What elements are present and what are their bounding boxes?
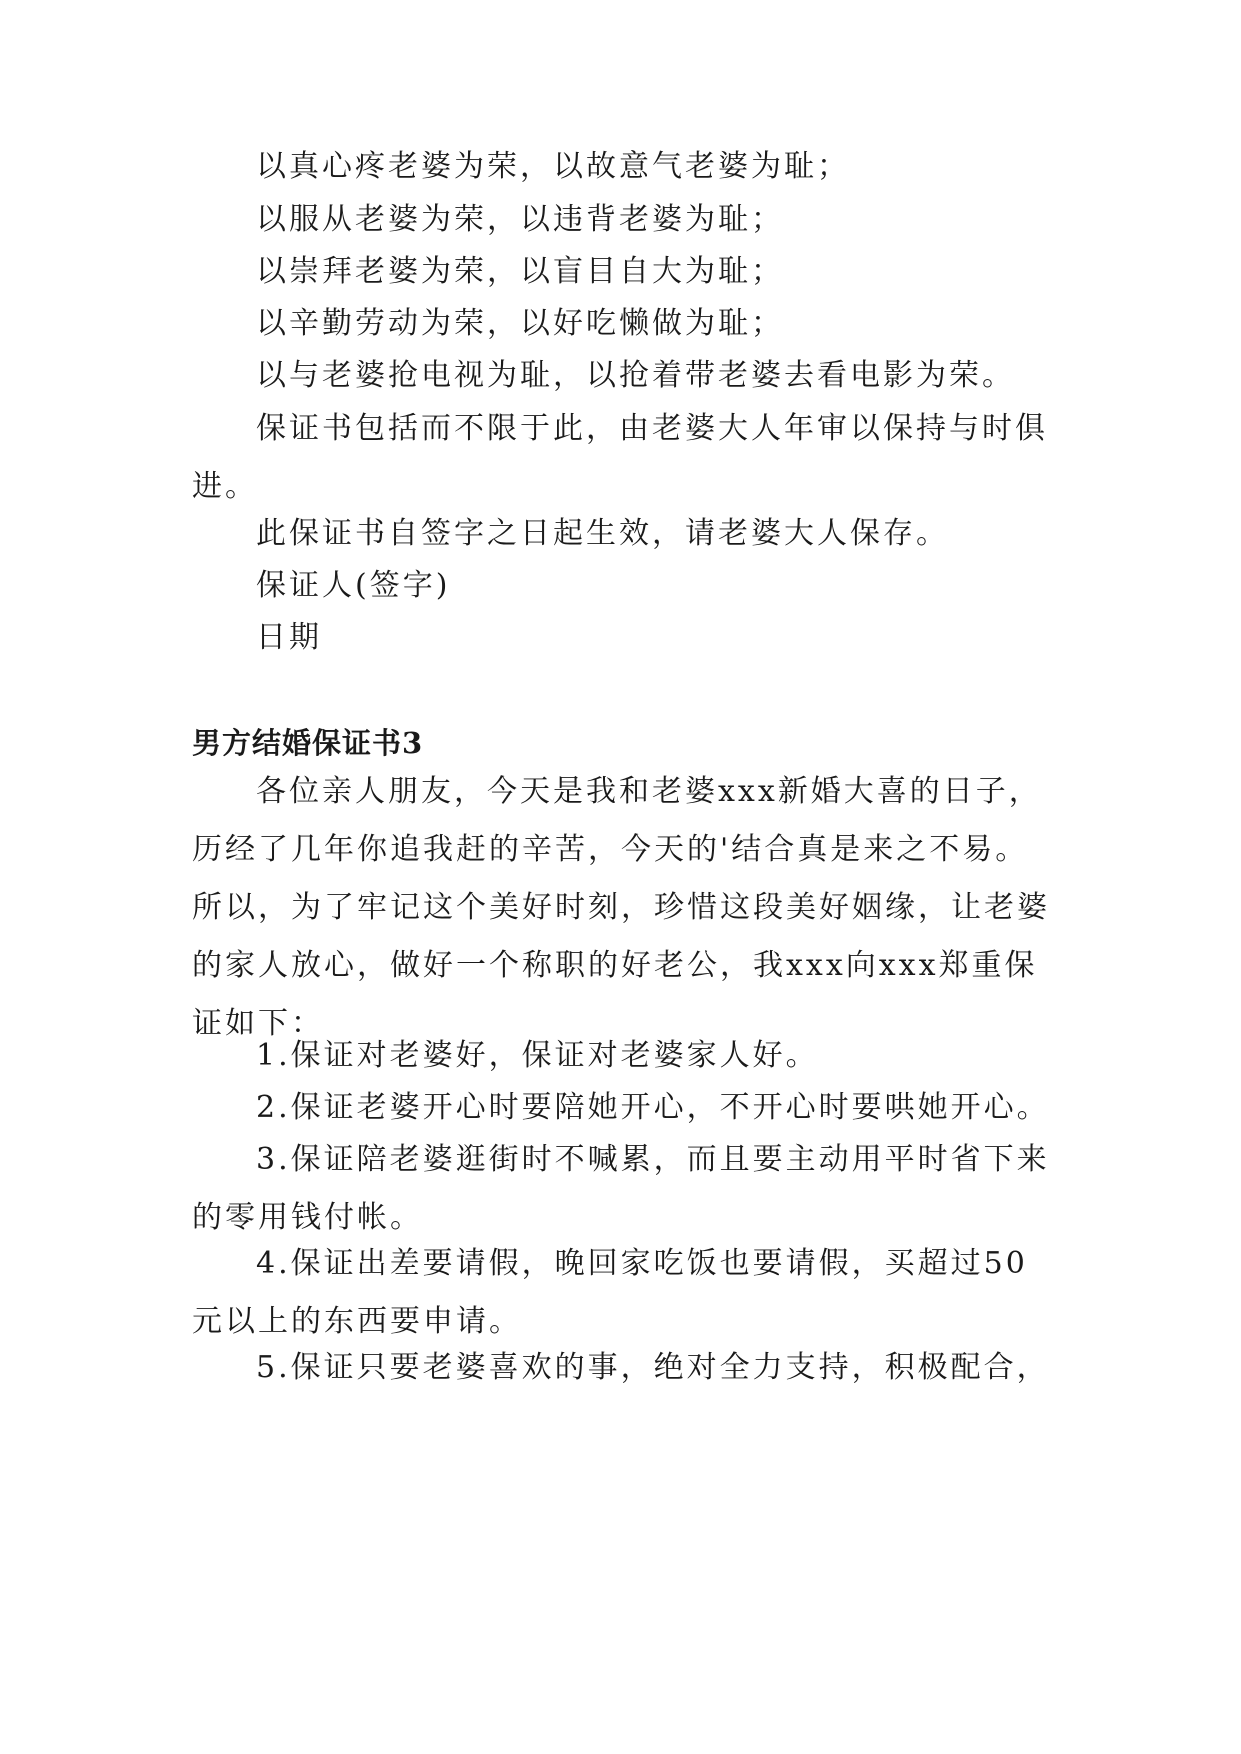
promise-item-1: 1.保证对老婆好，保证对老婆家人好。 — [256, 1038, 819, 1073]
promise-item-4: 4.保证出差要请假，晚回家吃饭也要请假，买超过50元以上的东西要申请。 — [192, 1246, 1028, 1339]
promise-item-3: 3.保证陪老婆逛街时不喊累，而且要主动用平时省下来的零用钱付帐。 — [192, 1142, 1050, 1235]
pledge-line-4: 以辛勤劳动为荣，以好吃懒做为耻； — [256, 306, 784, 341]
pledge-line-3: 以崇拜老婆为荣，以盲目自大为耻； — [256, 254, 784, 289]
pledge-line-2: 以服从老婆为荣，以违背老婆为耻； — [256, 202, 784, 237]
pledge-line-5: 以与老婆抢电视为耻，以抢着带老婆去看电影为荣。 — [256, 358, 1015, 393]
guarantor-signature-label: 保证人(签字) — [256, 568, 451, 603]
promise-item-2: 2.保证老婆开心时要陪她开心，不开心时要哄她开心。 — [256, 1090, 1050, 1125]
pledge-effective-paragraph: 此保证书自签字之日起生效，请老婆大人保存。 — [256, 516, 949, 551]
section-title: 男方结婚保证书3 — [192, 726, 424, 760]
pledge-scope-paragraph: 保证书包括而不限于此，由老婆大人年审以保持与时俱进。 — [192, 411, 1048, 504]
pledge-line-1: 以真心疼老婆为荣，以故意气老婆为耻； — [256, 149, 850, 184]
date-label: 日期 — [256, 620, 322, 655]
intro-paragraph: 各位亲人朋友，今天是我和老婆xxx新婚大喜的日子，历经了几年你追我赶的辛苦，今天的'结合真是来之不易。所以，为了牢记这个美好时刻，珍惜这段美好姻缘，让老婆的家人放心，做好一个称职的好老公，我xxx向xxx郑重保证如下： — [192, 774, 1050, 1041]
promise-item-5: 5.保证只要老婆喜欢的事，绝对全力支持，积极配合， — [256, 1350, 1050, 1385]
